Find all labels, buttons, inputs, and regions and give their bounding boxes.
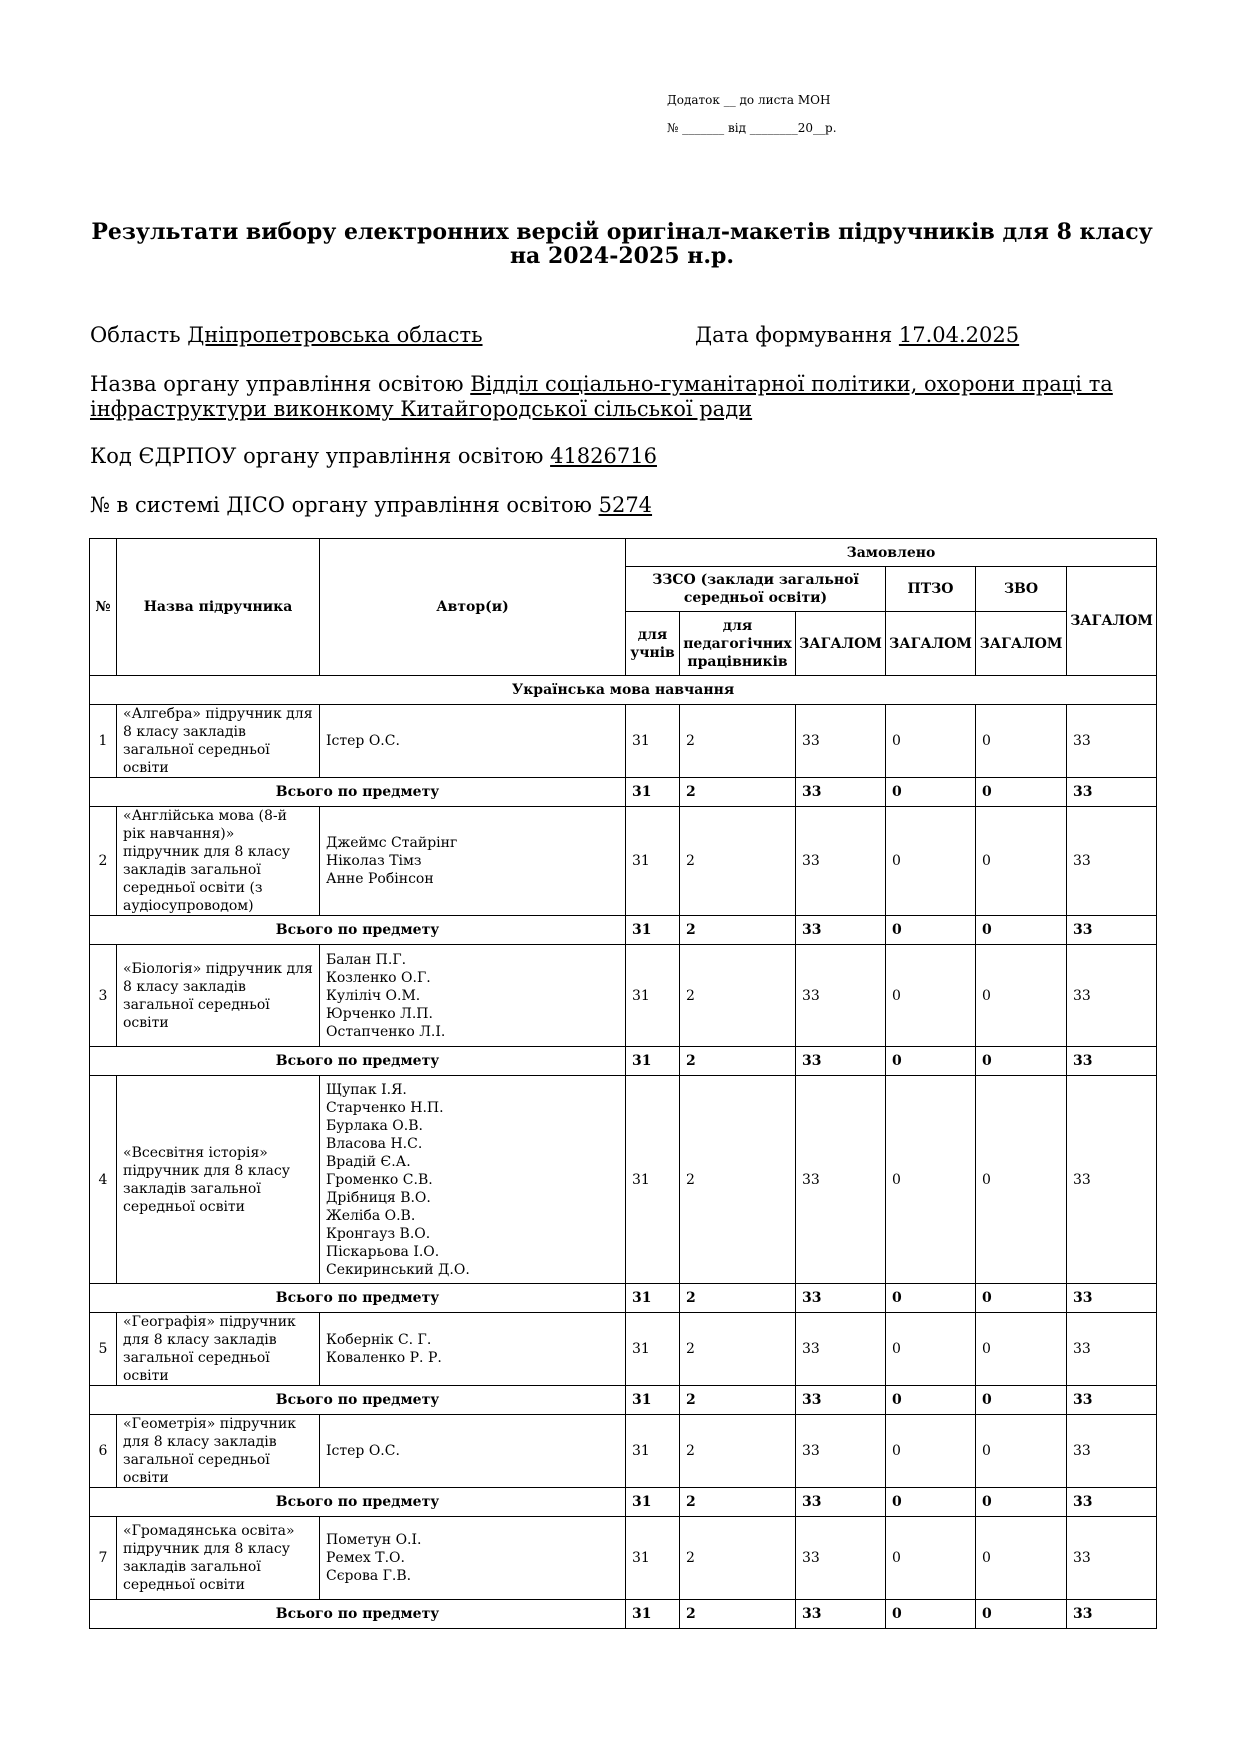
- section-label: Українська мова навчання: [90, 676, 1157, 705]
- col-authors-header: Автор(и): [320, 539, 626, 676]
- total-students: 31: [626, 1386, 680, 1415]
- subject-total-label: Всього по предмету: [90, 1047, 626, 1076]
- total-zzso: 33: [796, 1488, 886, 1517]
- zzso-total: 33: [796, 945, 886, 1047]
- total-zvo: 0: [976, 1386, 1067, 1415]
- table-row: [90, 705, 1157, 778]
- students-count: 31: [626, 1076, 680, 1284]
- grand-total: 33: [1067, 1076, 1157, 1284]
- grand-total: 33: [1067, 705, 1157, 778]
- total-grand: 33: [1067, 1386, 1157, 1415]
- zvo-total: 0: [976, 1076, 1067, 1284]
- zvo-total: 0: [976, 1313, 1067, 1386]
- ordered-header: Замовлено: [626, 539, 1157, 567]
- row-number: 2: [90, 807, 117, 916]
- total-zvo: 0: [976, 916, 1067, 945]
- subject-total-label: Всього по предмету: [90, 916, 626, 945]
- textbook-name: «Географія» підручник для 8 класу закладів загальної середньої освіти: [117, 1313, 320, 1386]
- subject-total-label: Всього по предмету: [90, 778, 626, 807]
- teachers-count: 2: [680, 945, 796, 1047]
- total-zzso: 33: [796, 1600, 886, 1629]
- total-ptzo: 0: [886, 1600, 976, 1629]
- org-value: Відділ соціально-гуманітарної політики, охорони праці та інфраструктури виконкому Китайгородської сільської ради: [90, 372, 1113, 421]
- total-students: 31: [626, 778, 680, 807]
- total-zvo: 0: [976, 1284, 1067, 1313]
- ptzo-total: 0: [886, 1517, 976, 1600]
- ptzo-total: 0: [886, 1415, 976, 1488]
- page-title: Результати вибору електронних версій оригінал-макетів підручників для 8 класу на 2024-2025 н.р.: [91, 219, 1153, 269]
- grand-total: 33: [1067, 807, 1157, 916]
- total-teachers: 2: [680, 1047, 796, 1076]
- grand-total: 33: [1067, 1517, 1157, 1600]
- zvo-total: 0: [976, 807, 1067, 916]
- students-count: 31: [626, 1313, 680, 1386]
- grand-total-header: ЗАГАЛОМ: [1067, 567, 1157, 676]
- region-value: Дніпропетровська область: [187, 323, 483, 347]
- letter-number-note: № _______ від ________20__р.: [667, 121, 837, 135]
- zzso-total: 33: [796, 1076, 886, 1284]
- subject-total-label: Всього по предмету: [90, 1386, 626, 1415]
- table-row: [90, 807, 1157, 916]
- table-row: [90, 945, 1157, 1047]
- total-zzso: 33: [796, 1284, 886, 1313]
- total-zzso: 33: [796, 778, 886, 807]
- teachers-count: 2: [680, 1076, 796, 1284]
- date-line: [695, 323, 1019, 348]
- teachers-count: 2: [680, 1415, 796, 1488]
- subject-total-label: Всього по предмету: [90, 1600, 626, 1629]
- textbook-name: «Всесвітня історія» підручник для 8 класу закладів загальної середньої освіти: [117, 1076, 320, 1284]
- total-teachers: 2: [680, 778, 796, 807]
- total-grand: 33: [1067, 778, 1157, 807]
- zvo-total: 0: [976, 705, 1067, 778]
- total-teachers: 2: [680, 1284, 796, 1313]
- region-label: Область: [90, 323, 181, 347]
- zvo-total: 0: [976, 1517, 1067, 1600]
- total-students: 31: [626, 1047, 680, 1076]
- ptzo-header: ПТЗО: [886, 567, 976, 612]
- total-ptzo: 0: [886, 1284, 976, 1313]
- zzso-total: 33: [796, 807, 886, 916]
- subject-total-row: [90, 916, 1157, 945]
- total-ptzo: 0: [886, 916, 976, 945]
- teachers-count: 2: [680, 807, 796, 916]
- table-row: [90, 1415, 1157, 1488]
- col-num-header: №: [90, 539, 117, 676]
- students-count: 31: [626, 807, 680, 916]
- zzso-total: 33: [796, 1517, 886, 1600]
- zzso-total: 33: [796, 705, 886, 778]
- total-zzso: 33: [796, 1386, 886, 1415]
- textbook-name: «Біологія» підручник для 8 класу закладів загальної середньої освіти: [117, 945, 320, 1047]
- row-number: 4: [90, 1076, 117, 1284]
- total-ptzo: 0: [886, 1488, 976, 1517]
- authors-list: Пометун О.І. Ремех Т.О. Сєрова Г.В.: [320, 1517, 626, 1600]
- authors-list: Кобернік С. Г. Коваленко Р. Р.: [320, 1313, 626, 1386]
- total-grand: 33: [1067, 1488, 1157, 1517]
- total-zvo: 0: [976, 1488, 1067, 1517]
- total-zvo: 0: [976, 1600, 1067, 1629]
- date-label: Дата формування: [695, 323, 893, 347]
- zzso-total: 33: [796, 1415, 886, 1488]
- ptzo-total: 0: [886, 945, 976, 1047]
- total-teachers: 2: [680, 1600, 796, 1629]
- ptzo-total: 0: [886, 705, 976, 778]
- org-line: [90, 372, 1150, 422]
- org-label: Назва органу управління освітою: [90, 372, 464, 396]
- total-students: 31: [626, 1600, 680, 1629]
- students-count: 31: [626, 945, 680, 1047]
- total-zzso: 33: [796, 916, 886, 945]
- zzso-total-header: ЗАГАЛОМ: [796, 612, 886, 676]
- textbook-name: «Англійська мова (8-й рік навчання)» підручник для 8 класу закладів загальної середньої освіти (з аудіосупроводом): [117, 807, 320, 916]
- subject-total-label: Всього по предмету: [90, 1488, 626, 1517]
- subject-total-label: Всього по предмету: [90, 1284, 626, 1313]
- appendix-note: Додаток __ до листа МОН: [667, 93, 831, 107]
- total-zvo: 0: [976, 778, 1067, 807]
- ptzo-total: 0: [886, 807, 976, 916]
- col-name-header: Назва підручника: [117, 539, 320, 676]
- total-grand: 33: [1067, 1600, 1157, 1629]
- total-grand: 33: [1067, 1047, 1157, 1076]
- edrpou-line: [90, 444, 657, 469]
- diso-value: 5274: [598, 493, 653, 517]
- subject-total-row: [90, 1600, 1157, 1629]
- row-number: 6: [90, 1415, 117, 1488]
- table-row: [90, 1076, 1157, 1284]
- total-teachers: 2: [680, 1386, 796, 1415]
- total-students: 31: [626, 916, 680, 945]
- grand-total: 33: [1067, 1313, 1157, 1386]
- subject-total-row: [90, 1284, 1157, 1313]
- zvo-total-header: ЗАГАЛОМ: [976, 612, 1067, 676]
- subject-total-row: [90, 1047, 1157, 1076]
- textbook-name: «Алгебра» підручник для 8 класу закладів загальної середньої освіти: [117, 705, 320, 778]
- authors-list: Істер О.С.: [320, 705, 626, 778]
- students-count: 31: [626, 705, 680, 778]
- students-count: 31: [626, 1517, 680, 1600]
- edrpou-label: Код ЄДРПОУ органу управління освітою: [90, 444, 544, 468]
- authors-list: Джеймс Стайрінг Ніколаз Тімз Анне Робінсон: [320, 807, 626, 916]
- textbook-name: «Геометрія» підручник для 8 класу закладів загальної середньої освіти: [117, 1415, 320, 1488]
- region-line: [90, 323, 483, 348]
- zzso-header: ЗЗСО (заклади загальної середньої освіти): [626, 567, 886, 612]
- teachers-count: 2: [680, 1313, 796, 1386]
- table-row: [90, 1313, 1157, 1386]
- ptzo-total: 0: [886, 1076, 976, 1284]
- date-value: 17.04.2025: [898, 323, 1020, 347]
- row-number: 5: [90, 1313, 117, 1386]
- zzso-total: 33: [796, 1313, 886, 1386]
- total-teachers: 2: [680, 1488, 796, 1517]
- students-header: для учнів: [626, 612, 680, 676]
- zvo-header: ЗВО: [976, 567, 1067, 612]
- row-number: 1: [90, 705, 117, 778]
- authors-list: Істер О.С.: [320, 1415, 626, 1488]
- row-number: 7: [90, 1517, 117, 1600]
- grand-total: 33: [1067, 945, 1157, 1047]
- subject-total-row: [90, 778, 1157, 807]
- zvo-total: 0: [976, 945, 1067, 1047]
- ptzo-total-header: ЗАГАЛОМ: [886, 612, 976, 676]
- teachers-count: 2: [680, 705, 796, 778]
- total-ptzo: 0: [886, 1386, 976, 1415]
- total-zzso: 33: [796, 1047, 886, 1076]
- teachers-header: для педагогічних працівників: [680, 612, 796, 676]
- orders-table: [89, 538, 1157, 1629]
- total-ptzo: 0: [886, 1047, 976, 1076]
- textbook-name: «Громадянська освіта» підручник для 8 класу закладів загальної середньої освіти: [117, 1517, 320, 1600]
- zvo-total: 0: [976, 1415, 1067, 1488]
- students-count: 31: [626, 1415, 680, 1488]
- table-row: [90, 1517, 1157, 1600]
- total-students: 31: [626, 1488, 680, 1517]
- authors-list: Щупак І.Я. Старченко Н.П. Бурлака О.В. Власова Н.С. Врадій Є.А. Громенко С.В. Дрібниця В.О. Желіба О.В. Кронгауз В.О. Піскарьова І.О. Секиринський Д.О.: [320, 1076, 626, 1284]
- subject-total-row: [90, 1488, 1157, 1517]
- subject-total-row: [90, 1386, 1157, 1415]
- total-teachers: 2: [680, 916, 796, 945]
- diso-label: № в системі ДІСО органу управління освітою: [90, 493, 592, 517]
- authors-list: Балан П.Г. Козленко О.Г. Куліліч О.М. Юрченко Л.П. Остапченко Л.І.: [320, 945, 626, 1047]
- teachers-count: 2: [680, 1517, 796, 1600]
- total-ptzo: 0: [886, 778, 976, 807]
- total-grand: 33: [1067, 916, 1157, 945]
- row-number: 3: [90, 945, 117, 1047]
- ptzo-total: 0: [886, 1313, 976, 1386]
- grand-total: 33: [1067, 1415, 1157, 1488]
- total-zvo: 0: [976, 1047, 1067, 1076]
- total-students: 31: [626, 1284, 680, 1313]
- diso-line: [90, 493, 652, 518]
- total-grand: 33: [1067, 1284, 1157, 1313]
- edrpou-value: 41826716: [550, 444, 657, 468]
